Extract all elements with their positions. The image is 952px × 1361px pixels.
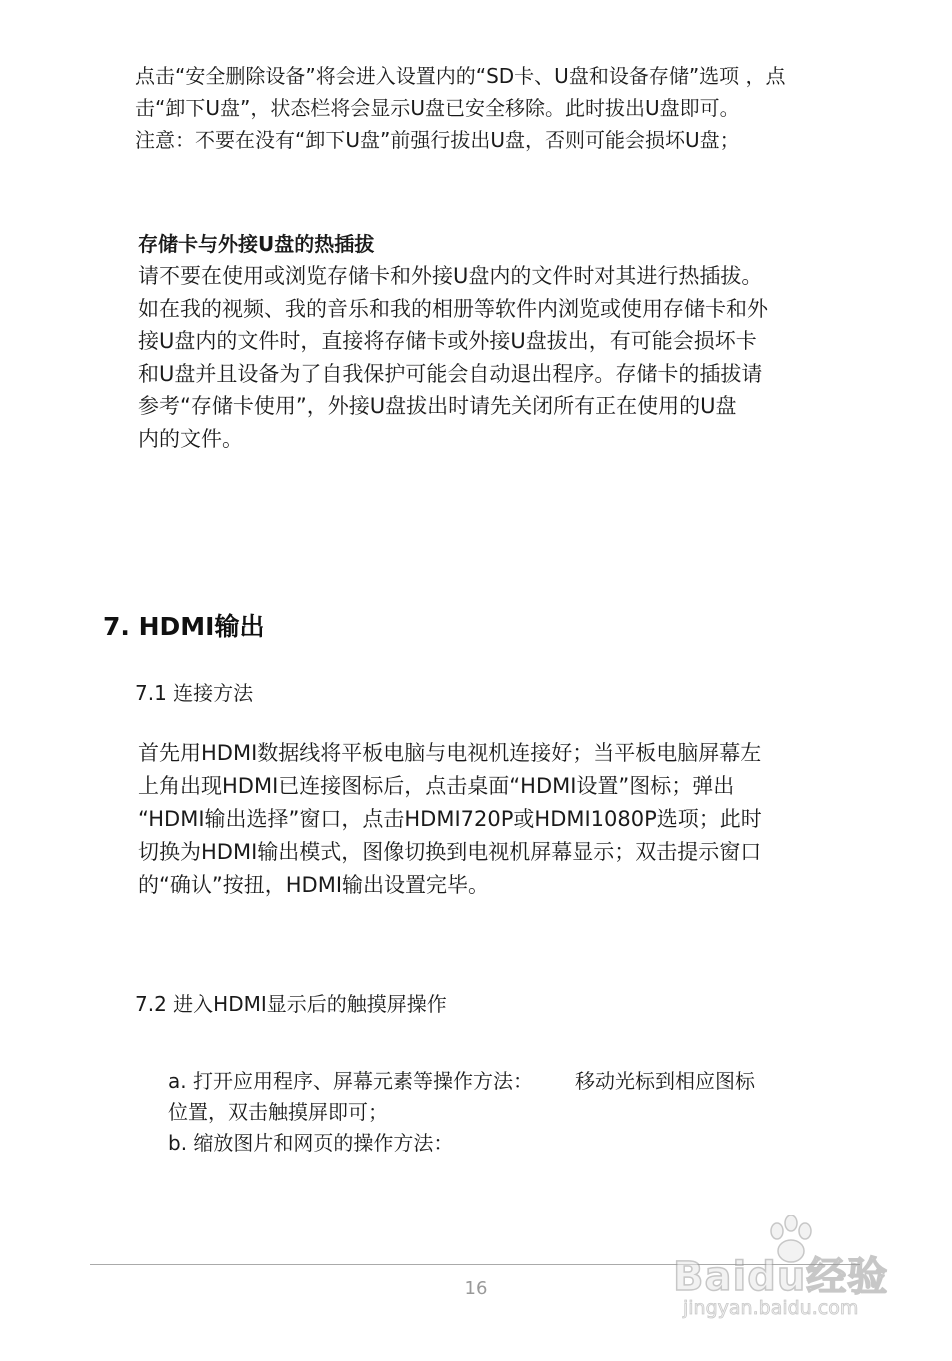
hotplug-paragraph: [138, 260, 863, 455]
list-item-b: b. 缩放图片和网页的操作方法：: [168, 1131, 454, 1155]
baidu-watermark: [673, 1215, 923, 1335]
page-number: 16: [464, 1278, 488, 1299]
chapter-title: 7. HDMI输出: [103, 612, 265, 641]
list-item-a-cont: 位置，双击触摸屏即可；: [168, 1100, 388, 1124]
watermark-brand: Baidu经验: [673, 1254, 889, 1300]
section-7-2-title: 7.2 进入HDMI显示后的触摸屏操作: [135, 992, 447, 1016]
item-a-text: a. 打开应用程序、屏幕元素等操作方法：: [168, 1069, 533, 1093]
text-line: 请不要在使用或浏览存储卡和外接U盘内的文件时对其进行热插拔。: [138, 264, 763, 288]
text-line: 内的文件。: [138, 426, 243, 451]
text-line: 如在我的视频、我的音乐和我的相册等软件内浏览或使用存储卡和外: [138, 296, 768, 321]
intro-paragraph: [135, 60, 865, 156]
text-line: 注意：不要在没有“卸下U盘”前强行拔出U盘，否则可能会损坏U盘；: [135, 128, 740, 152]
item-a-text-cont: 移动光标到相应图标: [574, 1069, 755, 1093]
text-line: 点击“安全删除设备”将会进入设置内的“SD卡、U盘和设备存储”选项 ，点: [135, 64, 786, 88]
section-7-1-title: 7.1 连接方法: [135, 681, 254, 705]
list-item-a: [168, 1066, 868, 1097]
text-line: 接U盘内的文件时，直接将存储卡或外接U盘拔出，有可能会损坏卡: [138, 329, 757, 353]
text-line: 参考“存储卡使用”，外接U盘拔出时请先关闭所有正在使用的U盘: [138, 394, 737, 418]
text-line: 的“确认”按扭，HDMI输出设置完毕。: [138, 873, 490, 897]
text-line: 击“卸下U盘”，状态栏将会显示U盘已安全移除。此时拔出U盘即可。: [135, 96, 740, 120]
text-line: 首先用HDMI数据线将平板电脑与电视机连接好；当平板电脑屏幕左: [138, 741, 762, 765]
connection-paragraph: [138, 737, 863, 902]
watermark-site: jingyan.baidu.com: [683, 1297, 859, 1319]
hotplug-heading: 存储卡与外接U盘的热插拔: [138, 232, 375, 256]
touch-operation-list: [168, 1066, 868, 1159]
text-line: 上角出现HDMI已连接图标后，点击桌面“HDMI设置”图标；弹出: [138, 774, 735, 798]
text-line: “HDMI输出选择”窗口，点击HDMI720P或HDMI1080P选项；此时: [138, 807, 762, 831]
text-line: 切换为HDMI输出模式，图像切换到电视机屏幕显示；双击提示窗口: [138, 840, 762, 864]
text-line: 和U盘并且设备为了自我保护可能会自动退出程序。存储卡的插拔请: [138, 361, 763, 386]
